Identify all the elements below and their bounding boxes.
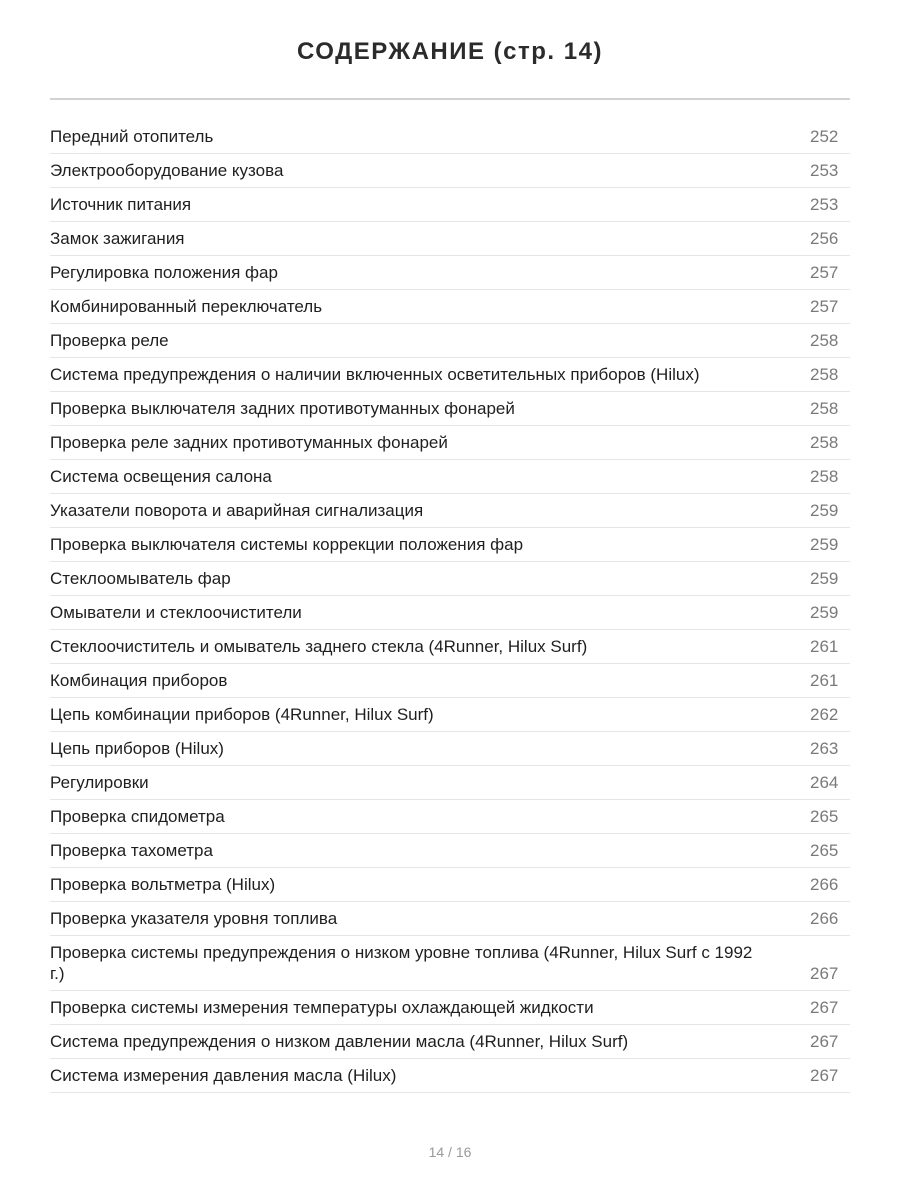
toc-row[interactable] xyxy=(50,528,850,562)
toc-entry-page: 257 xyxy=(810,263,839,282)
toc-entry-title: Комбинация приборов xyxy=(50,671,228,690)
toc-entry-page: 252 xyxy=(810,127,839,146)
toc-entry-title: Источник питания xyxy=(50,195,192,214)
toc-entry-page: 267 xyxy=(810,1032,839,1051)
toc-entry-page: 264 xyxy=(810,773,839,792)
toc-entry-page: 257 xyxy=(810,297,839,316)
toc-entry-page: 265 xyxy=(810,807,839,826)
toc-row[interactable] xyxy=(50,222,850,256)
toc-entry-title: Проверка вольтметра (Hilux) xyxy=(50,875,276,894)
toc-entry-title: Проверка реле xyxy=(50,331,169,350)
toc-entry-page: 258 xyxy=(810,433,839,452)
toc-row[interactable] xyxy=(50,154,850,188)
toc-row[interactable] xyxy=(50,868,850,902)
toc-row[interactable] xyxy=(50,834,850,868)
page-title: СОДЕРЖАНИЕ (стр. 14) xyxy=(297,38,603,65)
toc-row[interactable] xyxy=(50,596,850,630)
toc-entry-title: Стеклоочиститель и омыватель заднего стекла (4Runner, Hilux Surf) xyxy=(50,637,588,656)
toc-entry-page: 265 xyxy=(810,841,839,860)
toc-row[interactable] xyxy=(50,698,850,732)
toc-entry-title: Проверка тахометра xyxy=(50,841,213,860)
toc-row[interactable] xyxy=(50,562,850,596)
toc-entry-page: 258 xyxy=(810,331,839,350)
toc-entry-title: Проверка указателя уровня топлива xyxy=(50,909,338,928)
toc-row[interactable] xyxy=(50,426,850,460)
toc-entry-title: Омыватели и стеклоочистители xyxy=(50,603,302,622)
toc-entry-title: Цепь комбинации приборов (4Runner, Hilux Surf) xyxy=(50,705,434,724)
toc-list xyxy=(50,120,850,1093)
toc-entry-title: Система измерения давления масла (Hilux) xyxy=(50,1066,397,1085)
toc-row[interactable] xyxy=(50,732,850,766)
toc-row[interactable] xyxy=(50,120,850,154)
toc-row[interactable] xyxy=(50,256,850,290)
toc-row[interactable] xyxy=(50,1059,850,1093)
toc-row[interactable] xyxy=(50,460,850,494)
toc-entry-page: 253 xyxy=(810,195,839,214)
toc-entry-page: 261 xyxy=(810,671,839,690)
toc-entry-page: 258 xyxy=(810,399,839,418)
toc-row[interactable] xyxy=(50,290,850,324)
toc-row[interactable] xyxy=(50,1025,850,1059)
toc-entry-page: 266 xyxy=(810,875,839,894)
toc-row[interactable] xyxy=(50,324,850,358)
toc-entry-page: 259 xyxy=(810,569,839,588)
toc-entry-page: 258 xyxy=(810,467,839,486)
toc-row[interactable] xyxy=(50,392,850,426)
toc-entry-page: 267 xyxy=(810,998,839,1017)
toc-entry-title: Передний отопитель xyxy=(50,127,214,146)
toc-row[interactable] xyxy=(50,991,850,1025)
toc-entry-title: Цепь приборов (Hilux) xyxy=(50,739,224,758)
toc-entry-page: 263 xyxy=(810,739,839,758)
toc-entry-page: 267 xyxy=(810,1066,839,1085)
toc-entry-title: Проверка выключателя системы коррекции положения фар xyxy=(50,535,524,554)
toc-entry-page: 253 xyxy=(810,161,839,180)
toc-entry-title: Проверка системы измерения температуры охлаждающей жидкости xyxy=(50,998,594,1017)
toc-row[interactable] xyxy=(50,800,850,834)
toc-entry-title: Система предупреждения о низком давлении масла (4Runner, Hilux Surf) xyxy=(50,1032,629,1051)
toc-row[interactable] xyxy=(50,766,850,800)
page-number: 14 / 16 xyxy=(428,1144,472,1160)
toc-row[interactable] xyxy=(50,630,850,664)
toc-entry-title: Комбинированный переключатель xyxy=(50,297,323,316)
toc-entry-title: Регулировки xyxy=(50,773,149,792)
toc-entry-page: 267 xyxy=(810,964,839,983)
toc-entry-title: Электрооборудование кузова xyxy=(50,161,284,180)
toc-entry-title: Проверка выключателя задних противотуманных фонарей xyxy=(50,399,515,418)
toc-entry-title: Стеклоомыватель фар xyxy=(50,569,231,588)
title-divider xyxy=(50,98,850,100)
toc-entry-title: Система освещения салона xyxy=(50,467,272,486)
toc-row[interactable] xyxy=(50,902,850,936)
toc-entry-title: Проверка системы предупреждения о низком уровне топлива (4Runner, Hilux Surf с 1992 г.) xyxy=(50,943,753,983)
toc-row[interactable] xyxy=(50,664,850,698)
toc-entry-title: Регулировка положения фар xyxy=(50,263,278,282)
toc-entry-page: 266 xyxy=(810,909,839,928)
toc-entry-title: Указатели поворота и аварийная сигнализация xyxy=(50,501,424,520)
toc-entry-page: 256 xyxy=(810,229,839,248)
toc-row[interactable] xyxy=(50,494,850,528)
toc-entry-page: 259 xyxy=(810,603,839,622)
toc-entry-title: Замок зажигания xyxy=(50,229,185,248)
toc-entry-page: 259 xyxy=(810,501,839,520)
toc-entry-page: 258 xyxy=(810,365,839,384)
toc-entry-title: Проверка спидометра xyxy=(50,807,225,826)
toc-entry-title: Проверка реле задних противотуманных фонарей xyxy=(50,433,448,452)
toc-row[interactable] xyxy=(50,936,850,991)
toc-entry-page: 262 xyxy=(810,705,839,724)
toc-entry-page: 259 xyxy=(810,535,839,554)
toc-row[interactable] xyxy=(50,358,850,392)
toc-entry-page: 261 xyxy=(810,637,839,656)
toc-entry-title: Система предупреждения о наличии включенных осветительных приборов (Hilux) xyxy=(50,365,700,384)
toc-row[interactable] xyxy=(50,188,850,222)
